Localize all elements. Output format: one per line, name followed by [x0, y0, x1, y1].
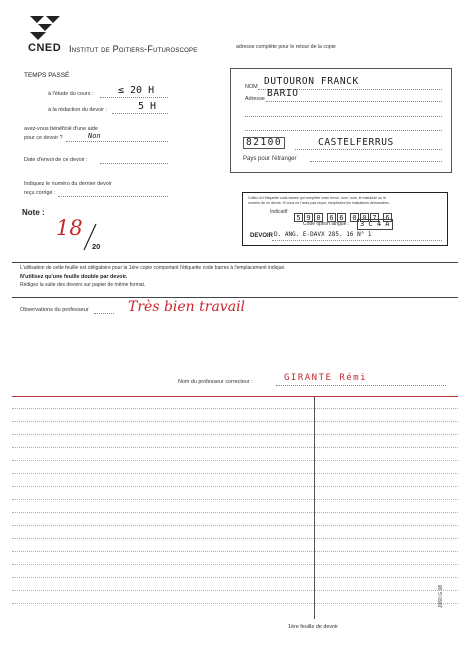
- instruction-line-3: Rédigez la suite des devoirs sur papier de même format.: [20, 282, 146, 288]
- aide-dotted-line: [66, 141, 168, 142]
- ruled-line: [12, 447, 458, 448]
- redaction-label: à la rédaction du devoir :: [48, 107, 108, 113]
- postal-code: 82100: [243, 137, 285, 149]
- aide-label-2: pour ce devoir ?: [24, 135, 63, 141]
- barcode-text-1: Collez ici l'étiquette code-barres qui complète votre envoi, nom, nom, le matricule ou le: [248, 196, 386, 200]
- barcode-text-2: numéro de ce devoir. Si vous ne l'avez pas reçue, remplissez les indications demandées.: [248, 201, 390, 205]
- option-value: 3 C 4 A: [357, 219, 393, 230]
- indicatif-digit: 9: [304, 213, 313, 222]
- ruled-line: [12, 421, 458, 422]
- aide-value: Non: [88, 132, 101, 140]
- indicatif-digit: 0: [314, 213, 323, 222]
- devoir-label: DEVOIR: [250, 233, 274, 239]
- ruled-line: [12, 460, 458, 461]
- writing-area-margin-rule: [314, 397, 315, 619]
- ruled-line: [12, 434, 458, 435]
- ruled-line: [12, 473, 458, 474]
- nom-label: NOM: [245, 84, 258, 90]
- instruction-line-1: L'utilisation de cette feuille est obligatoire pour la 1ère copie comportant l'étiquette code barres à l'emplacement indiqué.: [20, 265, 286, 271]
- etude-dotted-line: [100, 97, 168, 98]
- form-code: J060 G 08: [438, 584, 444, 608]
- ruled-line: [12, 512, 458, 513]
- devoir-value: D. ANG. E-DAVX 285. 16 N° 1: [274, 231, 372, 238]
- indiquez-dotted-line: [58, 196, 168, 197]
- indicatif-digit: 0: [360, 213, 369, 222]
- logo-text: CNED: [28, 42, 62, 54]
- indiquez-label-1: Indiquez le numéro du dernier devoir: [24, 181, 112, 187]
- indicatif-digit: 6: [383, 213, 392, 222]
- etude-value: ≤ 20 H: [118, 85, 155, 96]
- date-dotted-line: [100, 163, 168, 164]
- adresse-value: BARIO: [267, 88, 299, 99]
- note-label: Note :: [22, 208, 45, 217]
- ruled-line: [12, 577, 458, 578]
- indicatif-label: Indicatif: [270, 209, 288, 215]
- option-label: Code option langue :: [303, 221, 350, 227]
- ruled-line: [12, 525, 458, 526]
- cned-logo-mark: [26, 14, 66, 42]
- instruction-line-2: N'utilisez qu'une feuille double par devoir.: [20, 274, 128, 280]
- date-label: Date d'envoi de ce devoir :: [24, 157, 88, 163]
- ruled-line: [12, 538, 458, 539]
- cned-logo: [26, 14, 66, 54]
- institute-title: Institut de Poitiers-Futuroscope: [69, 44, 198, 54]
- ruled-line: [12, 499, 458, 500]
- adresse-label: Adresse: [245, 96, 265, 102]
- redaction-dotted-line: [112, 113, 168, 114]
- professor-label: Nom du professeur correcteur :: [178, 379, 253, 385]
- ruled-line: [12, 564, 458, 565]
- address-dotted-line-3: [245, 130, 442, 131]
- sheet-label: 1ère feuille de devoir: [288, 624, 339, 630]
- writing-area-top-rule: [12, 396, 458, 397]
- etranger-dotted-line: [310, 161, 442, 162]
- indiquez-label-2: reçu corrigé :: [24, 190, 56, 196]
- nom-value: DUTOURON FRANCK: [264, 76, 359, 87]
- professor-name: GIRANTE Rémi: [284, 373, 368, 383]
- city-dotted-line: [295, 149, 442, 150]
- observations-dotted-line: [94, 313, 114, 314]
- instructions-top-rule: [12, 262, 458, 263]
- indicatif-digit: 6: [337, 213, 346, 222]
- professor-comment: Très bien travail: [128, 299, 246, 315]
- ruled-line: [12, 486, 458, 487]
- aide-label-1: avez-vous bénéficié d'une aide: [24, 126, 98, 132]
- etude-label: à l'étude du cours :: [48, 91, 94, 97]
- grade-score: 18: [56, 216, 83, 240]
- city-value: CASTELFERRUS: [318, 137, 394, 148]
- indicatif-digit: 6: [327, 213, 336, 222]
- indicatif-digit: 7: [370, 213, 379, 222]
- devoir-dotted-line: [272, 240, 442, 241]
- instructions-bottom-rule: [12, 297, 458, 298]
- temps-passe-heading: TEMPS PASSÉ: [24, 72, 70, 79]
- etranger-label: Pays pour l'étranger: [243, 156, 297, 162]
- adresse-dotted-line: [266, 101, 442, 102]
- ruled-line: [12, 590, 458, 591]
- redaction-value: 5 H: [138, 101, 157, 112]
- professor-dotted-line: [276, 385, 446, 386]
- grade-denominator: 20: [92, 242, 101, 251]
- indicatif-digit: 5: [294, 213, 303, 222]
- observations-label: Observations du professeur: [20, 307, 89, 313]
- address-dotted-line-2: [245, 116, 442, 117]
- ruled-line: [12, 603, 458, 604]
- address-prompt: adresse complète pour le retour de la copie: [236, 44, 336, 50]
- indicatif-digit: 0: [350, 213, 359, 222]
- ruled-line: [12, 551, 458, 552]
- ruled-line: [12, 408, 458, 409]
